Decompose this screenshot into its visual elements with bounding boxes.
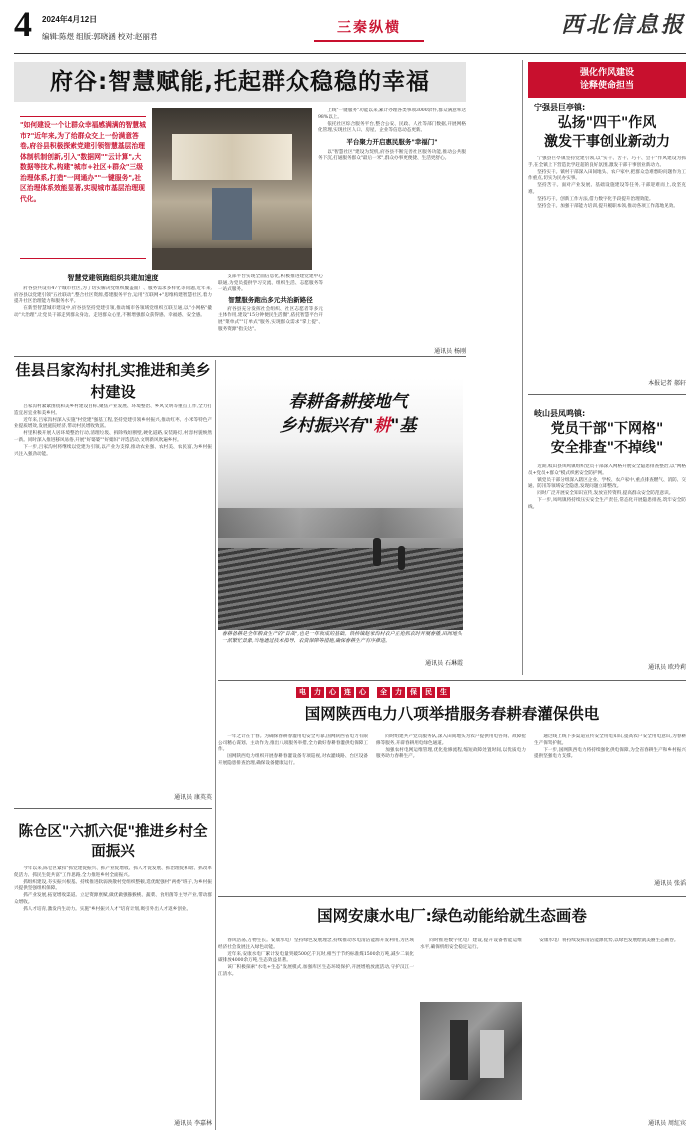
fuzhou-col1-p1: 府谷县共设有47个城市社区,为了切实解决党组织覆盖面广、服务需求多样化等问题,近年来,府谷县以党建引领"五社联动",整合社区资源,搭建服务平台,运用"互联网+"思维构建智慧社区,着力提升社区治理能力和服务水平。 (14, 286, 212, 305)
divider (14, 356, 466, 357)
village-p4: 下一步,吕家沟村将继续以党建为引领,以产业为支撑,推动农业强、农村美、农民富,为乡村振兴注入强劲动能。 (14, 445, 212, 457)
kicker-char: 连 (341, 687, 354, 698)
village-byline: 通讯员 康英英 (174, 794, 212, 801)
ankang-byline: 通讯员 周紅宾 (648, 1120, 686, 1127)
fuzhou-subhead-1: 智慧党建领跑组织共建加速度 (67, 274, 159, 282)
kicker-char: 电 (296, 687, 309, 698)
chencang-p3: 抓产业发展,拓宽增收渠道。立足资源禀赋,做优做强猕猴桃、蔬菜、食用菌等主导产业,带动群众增收。 (14, 893, 212, 905)
power-p5: 通过线上线下多渠道宣传安全用电知识,提高农户安全用电意识,为春耕生产保驾护航。 (534, 734, 686, 746)
farm-headline-keyword: 耕 (373, 416, 391, 436)
fuzhou-subhead-3: 平台聚力开启惠民服务"幸福门" (346, 137, 438, 146)
kicker-char: 全 (377, 687, 390, 698)
ankang-p3: 该厂积极探索"水电+生态"发展模式,加强库区生态环境保护,开展增殖放流活动,守护汉江一江清水。 (218, 965, 414, 977)
village-body (14, 404, 212, 764)
editor-credits: 编辑:陈煜 组版:郭晓涵 校对:赵丽君 (42, 32, 158, 41)
chencang-byline: 通讯员 李嘉林 (174, 1120, 212, 1127)
kicker-char: 保 (407, 687, 420, 698)
village-p1: 吕家沟村紧紧围绕和美乡村建设目标,聚焦产业发展、环境整治、乡风文明等重点工作,全力打造宜居宜业和美乡村。 (14, 404, 212, 416)
village-p2: 近年来,吕家沟村深入实施"村党建"强基工程,坚持党建引领乡村振兴,推动红枣、小米等特色产业提质增效,发展庭院经济,带动村民增收致富。 (14, 417, 212, 430)
power-col1 (218, 734, 368, 884)
spring-plowing-photo (218, 378, 463, 630)
power-p3: 同时组建共产党员服务队,深入田间地头为农户提供用电咨询、故障抢修等服务,开辟春耕用电绿色通道。 (376, 734, 526, 746)
ningqiang-body (528, 156, 686, 378)
chencang-p2: 抓组织建设,夯实振兴根基。持续推进软弱涣散村党组织整顿,选优配强村"两委"班子,为乡村振兴提供坚强组织保障。 (14, 879, 212, 892)
power-col3 (534, 734, 686, 878)
chencang-headline: 陈仓区"六抓六促"推进乡村全面振兴 (18, 824, 208, 860)
ankang-col1 (218, 938, 414, 1118)
ningqiang-headline: 弘扬"四干"作风 激发干事创业新动力 (544, 115, 670, 150)
fuzhou-subhead-2: 智慧服务跑出多元共治新路径 (228, 295, 313, 304)
ankang-headline: 国网安康水电厂:绿色动能给就生态画卷 (317, 907, 587, 925)
masthead (14, 6, 686, 54)
farm-headline-a: 乡村振兴有" (279, 416, 374, 436)
fuzhou-byline: 通讯员 杨刚 (434, 348, 466, 355)
divider (14, 808, 212, 809)
divider (218, 896, 686, 897)
ningqiang-p5: 坚持会干。加强干部能力培训,提升履职本领,推动各项工作落地见效。 (537, 204, 678, 210)
power-p1: 一年之计在于春。为确保春耕春灌用电安全可靠,国网陕西省电力有限公司精心谋划、主动作为,推出八项服务举措,全力做好春耕春灌供电保障工作。 (218, 734, 368, 753)
fuzhou-col1 (14, 286, 212, 348)
kicker-char: 心 (326, 687, 339, 698)
farmer-figure (398, 546, 405, 570)
kicker-char: 生 (437, 687, 450, 698)
fengming-byline: 通讯员 欧玲莉 (648, 664, 686, 671)
ningqiang-byline: 本报记者 郝轩 (648, 380, 686, 387)
page-number: 4 (14, 4, 32, 44)
power-headline: 国网陕西电力八项举措服务春耕春灌保供电 (304, 705, 600, 723)
power-p4: 加强农村电网运维管理,优化抢修流程,缩短故障处置时间,以优质电力服务助力春耕生产。 (376, 747, 526, 760)
farm-headline-line1: 春耕备耕接地气 (288, 392, 408, 412)
kicker-char: 民 (422, 687, 435, 698)
chencang-p4: 抓人才培育,激发内生动力。实施"乡村振兴人才"培育计划,吸引外出人才返乡创业。 (23, 907, 192, 913)
ningqiang-p3: 坚持苦干。面对产业发展、基础设施建设等任务,干部迎难而上,攻坚克难。 (528, 183, 686, 195)
ningqiang-p1: 宁强县巨亭镇坚持党建引领,以"实干、苦干、巧干、会干"作风建设为抓手,在全镇上下营造比学赶超的良好氛围,激发干部干事创业新动力。 (528, 156, 686, 168)
deck-rule-bottom (20, 258, 146, 259)
ankang-col2 (420, 938, 522, 998)
section-underline (314, 40, 424, 42)
paper-logo: 西北信息报 (560, 12, 686, 38)
smart-city-hall-photo (152, 108, 312, 270)
fuzhou-col3-p2: 依托社区综合服务平台,整合公安、民政、人社等部门数据,开展网格化管理,实现社区人口、房屋、企业等信息动态更新。 (318, 121, 466, 134)
divider (218, 680, 686, 681)
farm-caption: 春耕备耕是全年粮食生产的"首战",也是一年收成的基础。铁桥镇赵家沟村农户正抢抓农时开展春播,田间地头一派繁忙景象,当地通过技术指导、农资保障等措施,确保春耕生产有序推进。 (222, 631, 462, 644)
ankang-p2: 近年来,安康水电厂累计发电量突破500亿千瓦时,相当于节约标准煤1500余万吨,减少二氧化碳排放4000余万吨,生态效益显著。 (218, 951, 414, 964)
fengming-p2: 镇党员干部分组深入辖区企业、学校、农户家中,重点排查燃气、消防、交通、防汛等领域安全隐患,发现问题立即整改。 (528, 477, 686, 490)
village-headline: 佳县吕家沟村扎实推进和美乡村建设 (15, 361, 211, 401)
power-kicker (296, 687, 450, 698)
kicker-char: 力 (392, 687, 405, 698)
fuzhou-col2 (218, 274, 323, 356)
fuzhou-col1-p2: 在新型智慧城市建设中,府谷县坚持党建引领,推动城市各领域党组织互联互通,以"小网格"撬动"大治理",让党员干部走到群众身边、走进群众心里,不断增强群众获得感、幸福感、安全感。 (14, 306, 212, 318)
kicker-char: 心 (356, 687, 369, 698)
fuzhou-deck: "如何建设一个让群众幸福感满满的智慧城市?"近年来,为了给群众交上一份满意答卷,府谷县积极探索党建引领智慧基层治理体制机制创新,引入"数据网""云计算",大数据等技术,构建"城市+社区+群众"三级治理体系,打造"一网通办""一键服务",社区治理体系效能显著,实现城市基层治理现代化。 (20, 121, 146, 203)
farmer-figure (373, 538, 381, 566)
fuzhou-col3-p1: 上线"一键服务"功能以来,累计办理各类事项3000余件,群众满意率达98%以上。 (318, 108, 466, 120)
fuzhou-col3 (318, 108, 466, 348)
column-rule (522, 60, 523, 675)
issue-date: 2024年4月12日 (42, 15, 98, 24)
power-col2 (376, 734, 526, 884)
farm-headline-line2 (248, 414, 448, 438)
fuzhou-col2-p1: 支部平台实现全面信息化,积极推进建党建中心联通,为党员提供学习交流、组织生活、志愿服务等一站式服务。 (218, 274, 323, 293)
section-name: 三秦纵横 (337, 21, 401, 36)
kicker-char: 力 (311, 687, 324, 698)
fuzhou-col2-p2: 府谷县充分发挥社会组织、社区志愿者等多元主体作用,建设"15分钟便民生活圈",依托智慧平台开展"菜单式""订单式"服务,实现群众需求"掌上提"、服务资源"指尖达"。 (218, 306, 323, 332)
ankang-p4: 同时推进数字化电厂建设,提升设备智能运维水平,确保机组安全稳定运行。 (420, 938, 522, 950)
fuzhou-headline: 府谷:智慧赋能,托起群众稳稳的幸福 (14, 62, 466, 102)
farm-headline-c: "基 (390, 416, 417, 436)
fengming-kicker: 岐山县凤鸣镇: (534, 409, 586, 418)
ankang-col3 (530, 938, 686, 1114)
ningqiang-p4: 坚持巧干。创新工作方法,借力数字化手段提升治理效能。 (537, 197, 654, 203)
power-p2: 国网陕西电力组织开展春耕春灌设备专项巡视,对农灌线路、台区设备开展隐患排查治理,确保设备健康运行。 (218, 754, 368, 766)
power-p6: 下一步,国网陕西电力将持续强化供电保障,为全省春耕生产和乡村振兴提供坚强电力支撑。 (534, 747, 686, 760)
fengming-body (528, 464, 686, 660)
ningqiang-p2: 坚持实干。镇村干部深入田间地头、农户家中,把群众急难愁盼问题作为工作重点,切实为民办实事。 (528, 169, 686, 182)
divider (528, 394, 686, 395)
column-banner: 强化作风建设 诠释使命担当 (528, 62, 686, 98)
chencang-p1: 今年以来,陈仓区紧扣"抓党建促振兴、抓产业促增收、抓人才促发展、抓治理促和谐、抓改革促活力、抓民生促共富"工作思路,全力推进乡村全面振兴。 (14, 866, 212, 878)
power-byline: 通讯员 张滔 (654, 880, 686, 887)
deck-rule-top (20, 116, 146, 117)
fengming-p4: 下一步,凤鸣镇将持续压实安全生产责任,常态化开展隐患排查,筑牢安全防线。 (528, 498, 686, 511)
ankang-p1: 春风浩荡,万物生长。安康水电厂坚持绿色发展理念,持续推动水电清洁能源开发利用,为区域经济社会发展注入绿色动能。 (218, 938, 414, 950)
farm-byline: 通讯员 石琳霞 (425, 660, 463, 667)
village-p3: 村里积极开展人居环境整治行动,清理垃圾、拆除残垣断壁,硬化道路,安装路灯,村容村貌焕然一新。同时深入推进移风易俗,开展"好婆婆""好媳妇"评选活动,文明新风吹遍乡村。 (14, 431, 212, 443)
ningqiang-kicker: 宁强县巨亭镇: (534, 103, 586, 112)
chencang-body (14, 866, 212, 1116)
column-rule (215, 360, 216, 1130)
ankang-p5: 安康水电厂将持续发挥清洁能源优势,以绿色发展绘就美丽生态画卷。 (539, 938, 679, 943)
fengming-p3: 同时广泛开展安全知识宣传,发放宣传资料,提高群众安全防范意识。 (537, 491, 674, 497)
fengming-headline: 党员干部"下网格" 安全排查"不掉线" (550, 421, 664, 456)
farm-photo-headline (248, 390, 448, 438)
power-plant-photo (420, 1002, 522, 1100)
fengming-p1: 近期,岐山县凤鸣镇组织党员干部深入网格开展安全隐患排查整治,以"网格员+党员+群众"模式织密安全防护网。 (528, 464, 686, 476)
fuzhou-col3-p3: 以"智慧社区"建设为契机,府谷县不断完善社区服务功能,推动公共服务下沉,打通服务群众"最后一米",群众办事更便捷、生活更舒心。 (318, 149, 466, 162)
